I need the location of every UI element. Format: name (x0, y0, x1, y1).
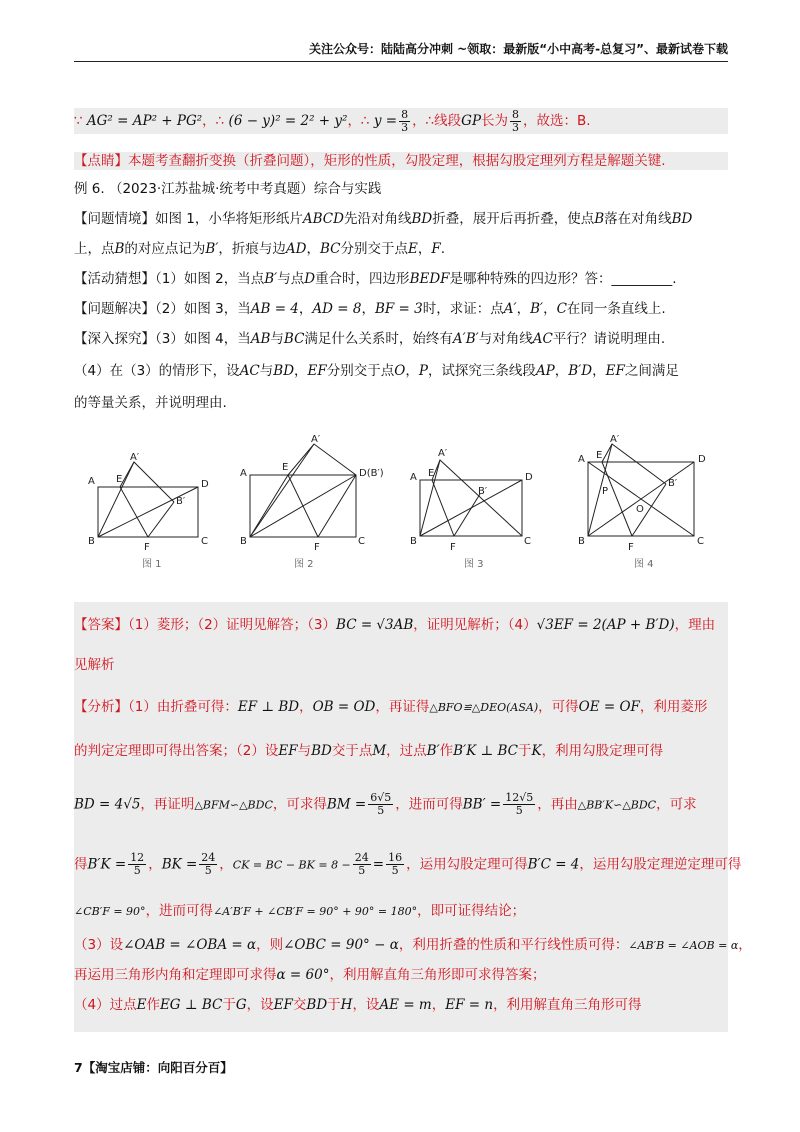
label-B-prime: B′ (668, 478, 678, 489)
example-title: 例 6. （2023·江苏盐城·统考中考真题）综合与实践 (74, 181, 382, 197)
page-header: 关注公众号：陆陆高分冲刺 ~领取：最新版“小中高考-总复习”、最新试卷下载 (74, 40, 728, 62)
answer-line-2: 见解析 (74, 657, 115, 673)
answer-line: 【答案】（1）菱形；（2）证明见解答；（3）BC = √3AB，证明见解析；（4）√3EF = 2(AP + B′D)，理由 (74, 617, 716, 633)
label-A: A (578, 454, 585, 465)
problem-line-1: 【问题情境】如图 1，小华将矩形纸片ABCD先沿对角线BD折叠，展开后再折叠，使点B落在对角线BD (74, 211, 693, 227)
label-C: C (697, 536, 704, 547)
formula: (6 − y)² = 2² + y² (228, 113, 348, 129)
fraction: $\frac{8}{3}$ (512, 107, 520, 134)
label-B: B (240, 536, 247, 547)
problem-line-2: 上，点B的对应点记为B′，折痕与边AD，BC分别交于点E，F. (74, 241, 446, 257)
problem-line-3: 【活动猜想】（1）如图 2，当点B′与点D重合时，四边形BEDF是哪种特殊的四边形？答：_________. (74, 271, 677, 287)
text: ，∴ (202, 113, 225, 129)
formula: y = (373, 113, 398, 129)
text: ∵ (74, 113, 83, 129)
label-A-prime: A′ (438, 448, 448, 459)
label-B-prime: B′ (176, 496, 186, 507)
problem-line-6: （4）在（3）的情形下，设AC与BD，EF分别交于点O，P，试探究三条线段AP，B′D，EF之间满足 (74, 363, 679, 379)
caption-4: 图 4 (634, 559, 654, 570)
formula: GP (461, 113, 482, 129)
label-A-prime: A′ (311, 434, 321, 445)
answer-line-1 (74, 108, 728, 134)
label-E: E (116, 474, 123, 485)
analysis-line-1: 【分析】（1）由折叠可得：EF ⊥ BD，OB = OD，再证得△BFO≌△DEO(ASA)，可得OE = OF，利用菱形 (74, 699, 708, 715)
caption-1: 图 1 (142, 559, 162, 570)
answer-blank: _________ (611, 271, 673, 287)
label-D: D (201, 479, 209, 490)
label-D: D (698, 454, 706, 465)
label-B: B (88, 536, 95, 547)
page-footer: 7【淘宝店铺：向阳百分百】 (74, 1060, 233, 1075)
label-B-prime: B′ (478, 486, 488, 497)
label-P: P (602, 486, 609, 497)
label-C: C (201, 536, 208, 547)
formula: AG² = AP² + PG² (86, 113, 203, 129)
figure-1 (88, 452, 209, 570)
figure-3 (410, 448, 533, 570)
label-E: E (596, 450, 603, 461)
label-A-prime: A′ (610, 434, 620, 445)
label-B: B (578, 536, 585, 547)
analysis-line-2: 的判定定理即可得出答案；（2）设EF与BD交于点M，过点B′作B′K ⊥ BC于K，利用勾股定理可得 (74, 743, 664, 759)
label-B: B (410, 536, 417, 547)
label-A: A (410, 472, 417, 483)
text: ，∴线段 (412, 113, 462, 129)
analysis-line-8: （4）过点E作EG ⊥ BC于G，设EF交BD于H，设AE = m，EF = n，利用解直角三角形可得 (74, 997, 642, 1013)
label-A: A (88, 476, 95, 487)
problem-line-4: 【问题解决】（2）如图 3，当AB = 4，AD = 8，BF = 3时，求证：点A′，B′，C在同一条直线上. (74, 301, 666, 317)
text: 长为 (481, 113, 509, 129)
analysis-line-3: BD = 4√5，再证明△BFM∽△BDC，可求得BM = $\frac{6√5}{5}$ ，进而可得BB′ = $\frac{12√5}{5}$ ，再由△BB′K∽△BDC，可求 (74, 791, 697, 817)
label-C: C (524, 536, 531, 547)
label-E: E (428, 468, 435, 479)
figures (84, 432, 724, 582)
label-F: F (450, 542, 456, 553)
label-E: E (282, 462, 289, 473)
text: ，故选：B. (523, 113, 591, 129)
analysis-line-7: 再运用三角形内角和定理即可求得α = 60°，利用解直角三角形即可求得答案； (74, 967, 546, 983)
analysis-line-5: ∠CB′F = 90°，进而可得∠A′B′F + ∠CB′F = 90° + 90° = 180°，即可证得结论； (74, 903, 526, 919)
label-F: F (144, 542, 150, 553)
analysis-line-6: （3）设∠OAB = ∠OBA = α，则∠OBC = 90° − α，利用折叠的性质和平行线性质可得：∠AB′B = ∠AOB = α， (74, 937, 752, 953)
label-A-prime: A′ (130, 452, 140, 463)
label-D: D (525, 472, 533, 483)
text: ，∴ (347, 113, 370, 129)
caption-3: 图 3 (464, 559, 484, 570)
label-C: C (358, 536, 365, 547)
problem-line-5: 【深入探究】（3）如图 4，当AB与BC满足什么关系时，始终有A′B′与对角线AC平行？请说明理由. (74, 331, 666, 347)
analysis-line-4: 得B′K = $\frac{12}{5}$ ，BK = $\frac{24}{5}$ ，CK = BC − BK = 8 − $\frac{24}{5}$ = $\frac{16}{5}$ ，运用勾股定理可得B′C = 4，运用勾股定理逆定理可得 (74, 851, 742, 877)
label-F: F (628, 542, 634, 553)
figure-4 (578, 434, 706, 570)
label-F: F (314, 542, 320, 553)
dianjing-line: 【点睛】本题考查翻折变换（折叠问题），矩形的性质，勾股定理，根据勾股定理列方程是解题关键. (74, 152, 728, 170)
problem-line-7: 的等量关系，并说明理由. (74, 395, 227, 411)
fraction: $\frac{8}{3}$ (401, 107, 409, 134)
label-D-Bprime: D(B′) (359, 468, 384, 479)
caption-2: 图 2 (294, 559, 314, 570)
figure-2 (240, 434, 384, 570)
label-A: A (240, 468, 247, 479)
label-O: O (636, 504, 644, 515)
